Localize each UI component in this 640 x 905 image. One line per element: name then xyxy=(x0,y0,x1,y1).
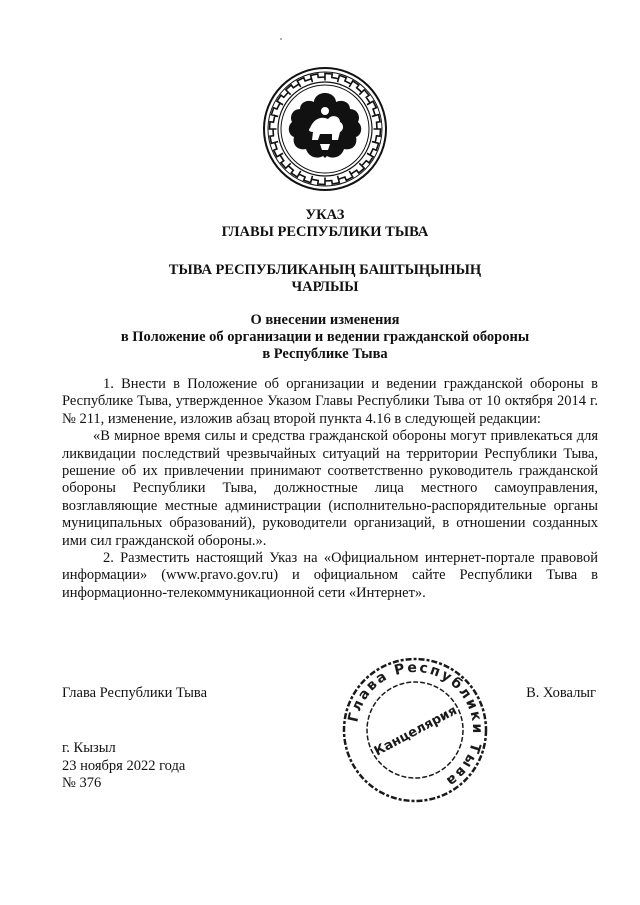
decree-title-tuvan-line1: ТЫВА РЕСПУБЛИКАНЫҢ БАШТЫҢЫНЫҢ xyxy=(168,262,482,278)
decree-title-line2: ГЛАВЫ РЕСПУБЛИКИ ТЫВА xyxy=(221,224,429,240)
decree-subject-line2: в Положение об организации и ведении гражданской обороны xyxy=(120,329,530,345)
decree-subject xyxy=(60,312,590,363)
decree-date: 23 ноября 2022 года xyxy=(62,757,186,774)
paragraph-2: 2. Разместить настоящий Указ на «Официальном интернет-портале правовой информации» (www.pravo.gov.ru) и официальном сайте Республики Тыва в информационно-телекоммуникационной сети «Интернет». xyxy=(62,550,598,601)
decree-body xyxy=(62,376,598,602)
decree-subject-line3: в Республике Тыва xyxy=(262,346,388,362)
signatory-position: Глава Республики Тыва xyxy=(62,685,208,701)
decree-title-tuvan-line2: ЧАРЛЫЫ xyxy=(291,279,359,295)
paragraph-1: 1. Внести в Положение об организации и ведении гражданской обороны в Республике Тыва, утвержденное Указом Главы Республики Тыва от 10 октября 2014 г. № 211, изменение, изложив абзац второй пункта 4.16 в следующей редакции: xyxy=(62,376,598,427)
decree-city: г. Кызыл xyxy=(62,740,116,756)
decree-place-date xyxy=(62,740,185,793)
decree-title-tuvan xyxy=(60,262,590,296)
tuva-emblem-icon xyxy=(262,66,388,192)
decree-title-line1: УКАЗ xyxy=(305,207,345,223)
paragraph-quote: «В мирное время силы и средства гражданской обороны могут привлекаться для ликвидации последствий чрезвычайных ситуаций на территории Республики Тыва, решение об их привлечении принимают соответственно руководитель гражданской обороны Республики Тыва, должностные лица местного самоуправления, возглавляющие местные администрации (исполнительно-распорядительные органы муниципальных образований), руководители организаций, в отношении созданных ими сил гражданской обороны.». xyxy=(62,428,598,549)
decree-title xyxy=(60,207,590,241)
scan-speck xyxy=(280,38,282,40)
signatory-name: В. Ховалыг xyxy=(526,685,596,701)
decree-subject-line1: О внесении изменения xyxy=(250,312,400,328)
stamp-ring-text: Глава Республики Тыва xyxy=(345,659,486,791)
stamp-center-text: Канцелярия xyxy=(371,703,460,760)
chancellery-stamp xyxy=(340,655,490,805)
decree-number: № 376 xyxy=(62,775,102,791)
